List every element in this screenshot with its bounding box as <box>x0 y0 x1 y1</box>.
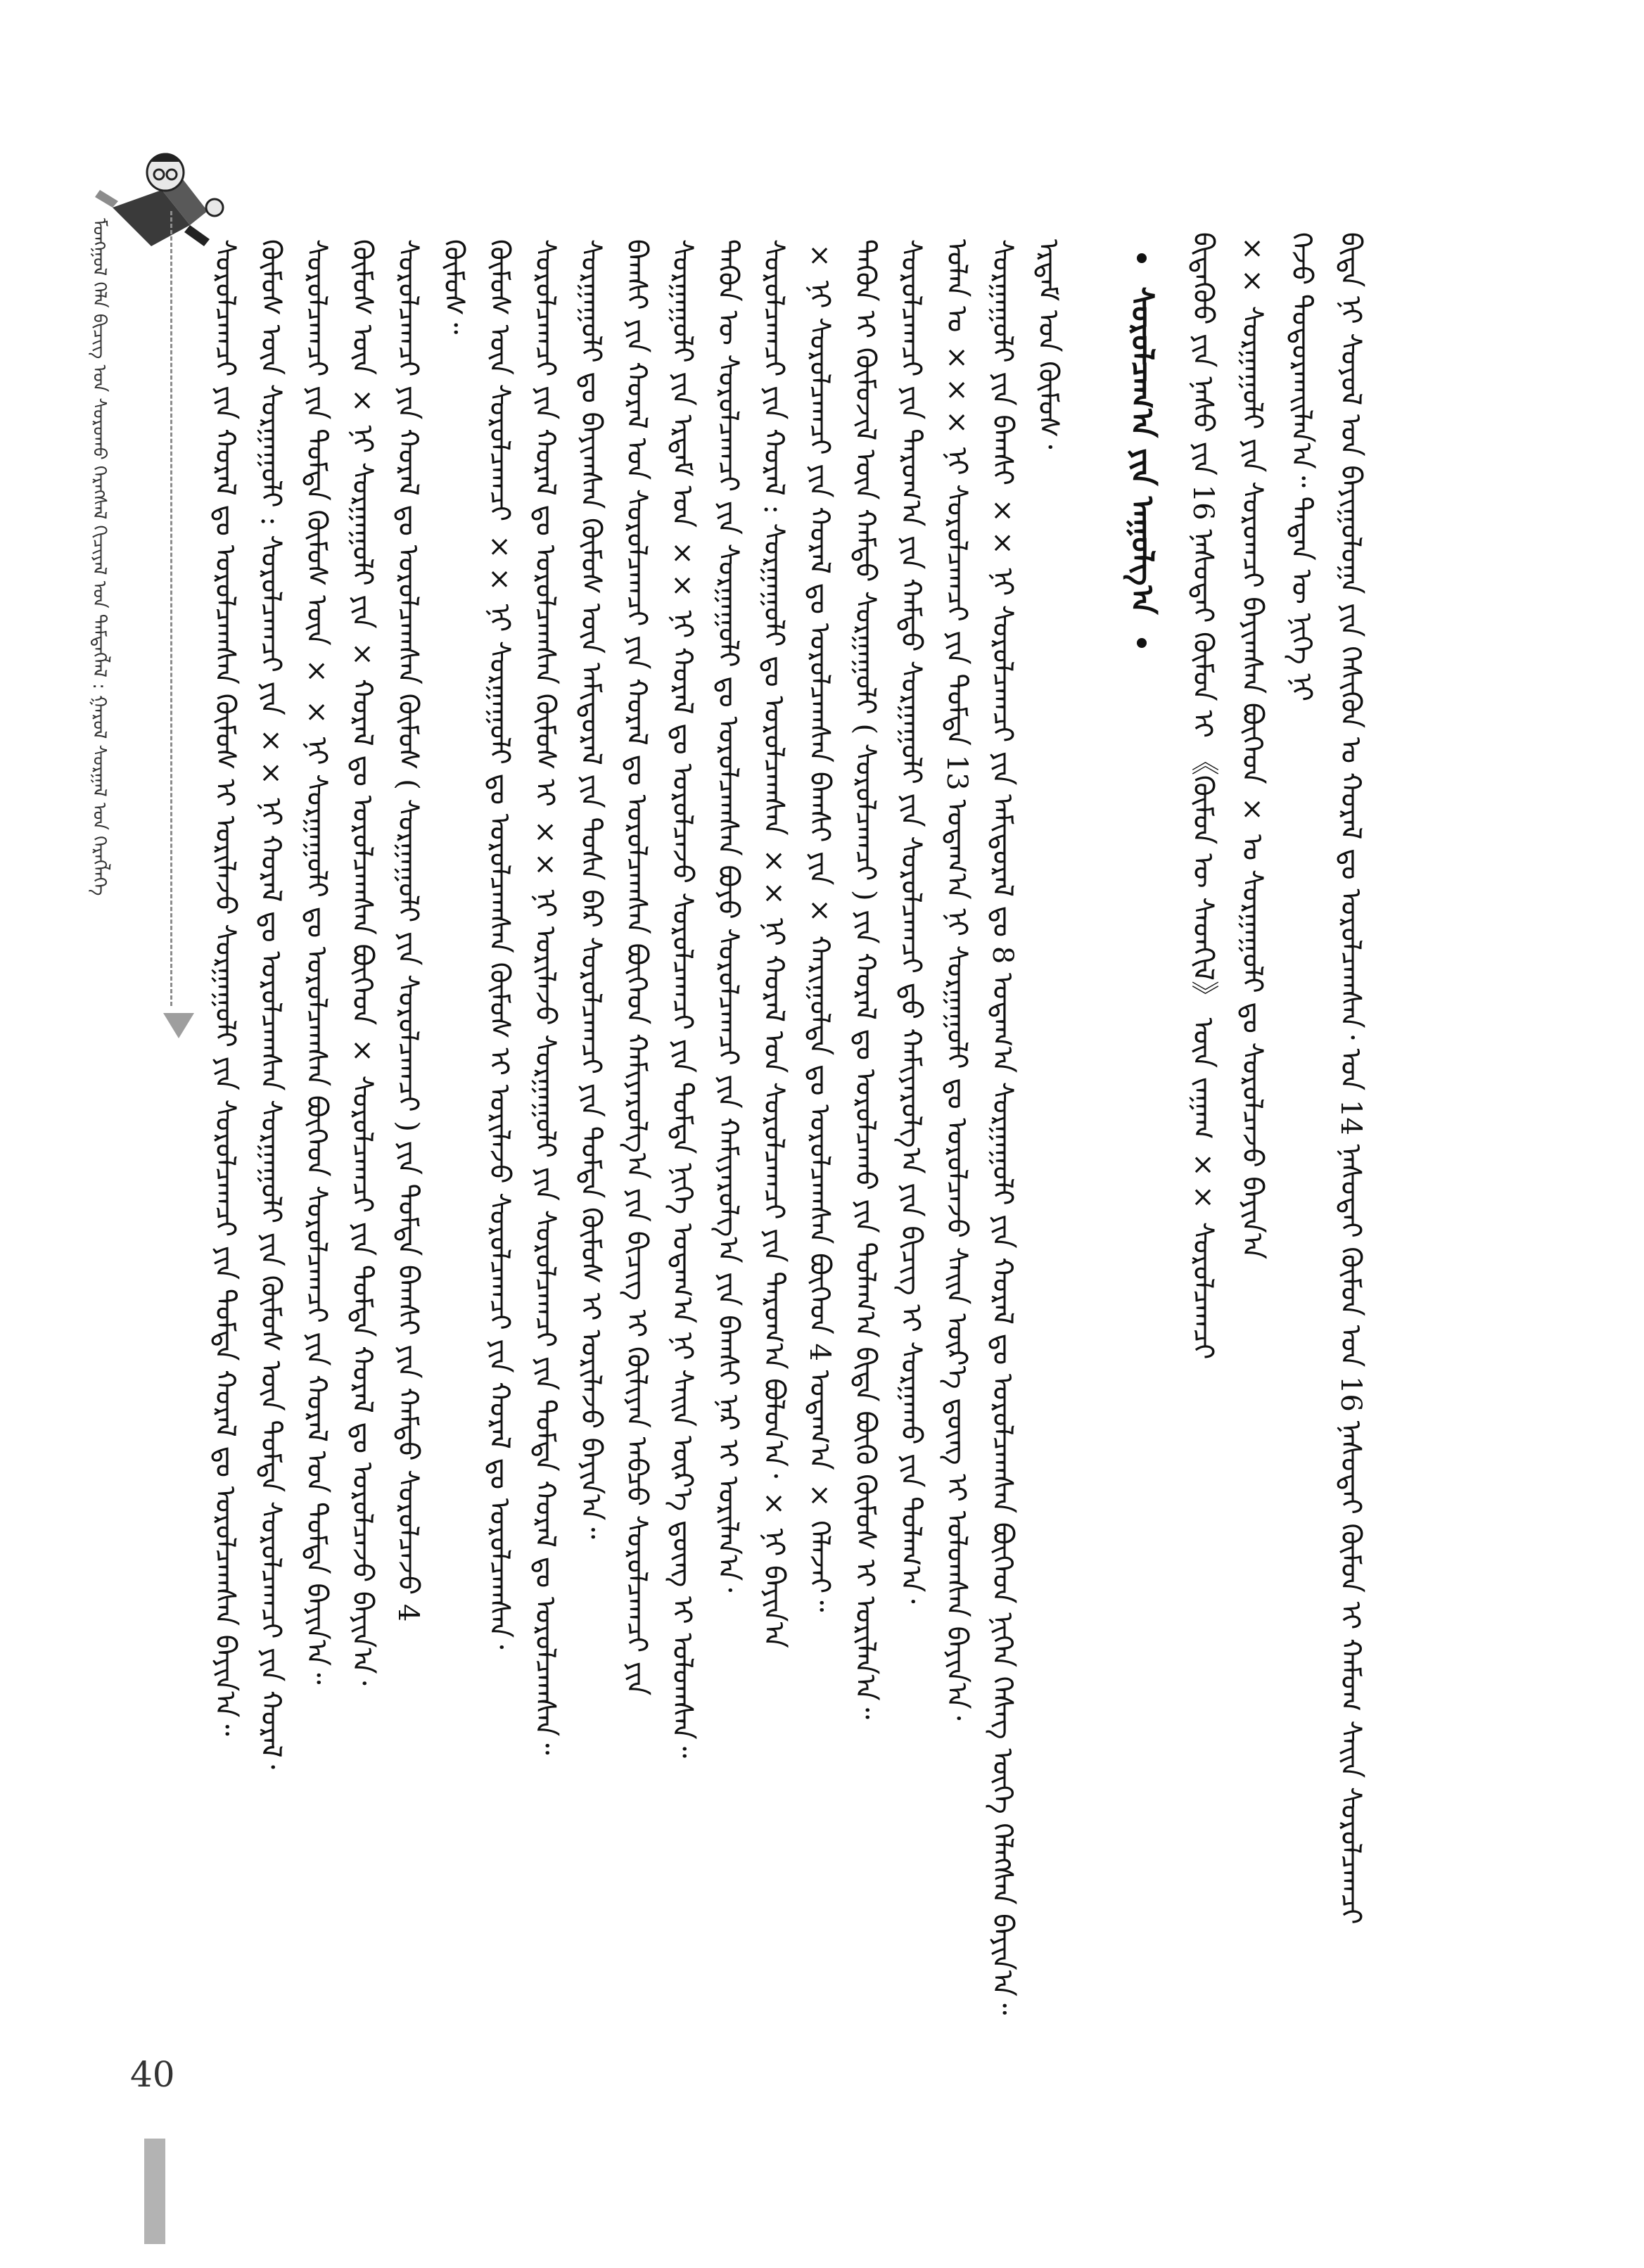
triangle-marker-icon <box>163 1013 194 1038</box>
body-line-10: ᠪᠠᠭᠰᠢ ᠶᠢᠨ ᠬᠤᠷᠠᠯ ᠤᠨ ᠰᠤᠷᠤᠯᠴᠠᠭᠴᠢ ᠶᠢᠨ ᠬᠤᠷᠠᠯ ᠳᠤ ᠣᠷᠣᠯᠴᠠᠭᠰᠠᠨ ᠪᠥᠭᠡᠳ ᠬᠠᠮᠢᠶᠠᠷᠤᠯᠭ᠎ᠠ ᠶᠢᠨ ᠪᠢᠴᠢᠭ ᠢ ᠬᠦᠯᠢᠶᠡᠨ ᠠᠪᠴᠤ ᠰᠤᠷᠤᠯᠴᠠᠭᠴᠢ ᠶᠢᠨ <box>620 239 653 1696</box>
running-head: ᠮᠣᠩᠭᠣᠯ ᠬᠡᠯᠡ ᠪᠢᠴᠢᠭ ᠤᠨ ᠰᠤᠷᠤᠬᠤ ᠬᠡᠷᠡᠭᠰᠡᠯ ᠬᠢᠴᠢᠶᠡᠯ ᠤᠨ ᠲᠡᠮᠳᠡᠭᠯᠡᠯ : ᠭᠠᠷᠤᠯ ᠰᠤᠷᠭᠠᠯ ᠤᠨ ᠬᠡᠷᠡᠭᠯᠡᠭᠡ <box>89 218 110 896</box>
intro-line-4: ᠪᠢᠲᠡᠭᠦᠦ ᠶᠢᠨ ᠨᠠᠰᠤ ᠶᠢᠨ 16 ᠨᠠᠰᠤᠲᠠᠢ ᠬᠦᠮᠦᠨ ᠢ 《ᠬᠦᠮᠦᠨ ᠦ ᠰᠡᠳᠬᠢᠯ》 ᠦᠨ ᠵᠠᠭᠠᠭ ×× ᠰᠤᠷᠤᠯᠴᠠᠭᠴᠢ <box>1187 232 1219 1360</box>
body-line-16: ᠬᠦᠮᠦᠰ ᠦᠨ × ᠨᠢ ᠰᠤᠷᠭᠠᠭᠤᠯᠢ ᠶᠢᠨ × ᠬᠤᠷᠠᠯ ᠳᠤ ᠣᠷᠣᠯᠴᠠᠭᠰᠠᠨ ᠪᠥᠭᠡᠳ × ᠰᠤᠷᠤᠯᠴᠠᠭᠴᠢ ᠶᠢᠨ ᠳᠤᠮᠳᠠ ᠬᠤᠷᠠᠯ ᠳᠤ ᠣᠷᠣᠯᠴᠠᠵᠤ ᠪᠠᠶᠢᠨ᠎ᠠ᠂ <box>346 239 378 1686</box>
section-heading <box>1115 253 1169 648</box>
body-line-6: × ᠨᠢ ᠰᠤᠷᠤᠯᠴᠠᠭᠴᠢ ᠶᠢᠨ ᠬᠤᠷᠠᠯ ᠳᠤ ᠣᠷᠣᠯᠴᠠᠭᠰᠠᠨ ᠪᠠᠭᠰᠢ ᠶᠢᠨ × ᠬᠠᠷᠢᠭᠤᠯᠲᠠ ᠳᠤ ᠣᠷᠣᠯᠴᠠᠭᠰᠠᠨ ᠪᠥᠭᠡᠳ 4 ᠤᠳᠠᠭ᠎ᠠ × ᠬᠡᠯᠡᠵᠡᠢ᠃ <box>803 239 836 1612</box>
section-title: ᠰᠤᠷᠤᠯᠴᠠᠭ᠎ᠠ ᠶᠢᠨ ᠠᠭᠤᠯᠭ᠎ᠠ <box>1124 286 1160 615</box>
body-line-17: ᠰᠤᠷᠤᠯᠴᠠᠭᠴᠢ ᠶᠢᠨ ᠳᠤᠮᠳᠠ ᠬᠦᠮᠦᠰ ᠦᠨ × × ᠨᠢ ᠰᠤᠷᠭᠠᠭᠤᠯᠢ ᠳᠤ ᠣᠷᠣᠯᠴᠠᠭᠰᠠᠨ ᠪᠥᠭᠡᠳ ᠰᠤᠷᠤᠯᠴᠠᠭᠴᠢ ᠶᠢᠨ ᠬᠤᠷᠠᠯ ᠤᠨ ᠳᠤᠮᠳᠠ ᠪᠠᠶᠢᠨ᠎ᠠ᠃ <box>300 239 333 1685</box>
page-edge-tab <box>144 2139 165 2244</box>
body-line-19: ᠰᠤᠷᠤᠯᠴᠠᠭᠴᠢ ᠶᠢᠨ ᠬᠤᠷᠠᠯ ᠳᠤ ᠣᠷᠣᠯᠴᠠᠭᠰᠠᠨ ᠬᠦᠮᠦᠰ ᠢ ᠤᠷᠢᠯᠠᠵᠤ ᠰᠤᠷᠭᠠᠭᠤᠯᠢ ᠶᠢᠨ ᠰᠤᠷᠤᠯᠴᠠᠭᠴᠢ ᠶᠢᠨ ᠳᠤᠮᠳᠠ ᠬᠤᠷᠠᠯ ᠳᠤ ᠣᠷᠣᠯᠴᠠᠭᠰᠠᠨ ᠪᠠᠶᠢᠨ᠎ᠠ᠃ <box>209 239 241 1736</box>
body-line-12: ᠰᠤᠷᠤᠯᠴᠠᠭᠴᠢ ᠶᠢᠨ ᠬᠤᠷᠠᠯ ᠳᠤ ᠣᠷᠣᠯᠴᠠᠭᠰᠠᠨ ᠬᠦᠮᠦᠰ ᠢ ×× ᠨᠢ ᠤᠷᠢᠯᠠᠵᠤ ᠰᠤᠷᠭᠠᠭᠤᠯᠢ ᠶᠢᠨ ᠰᠤᠷᠤᠯᠴᠠᠭᠴᠢ ᠶᠢᠨ ᠳᠤᠮᠳᠠ ᠬᠤᠷᠠᠯ ᠳᠤ ᠣᠷᠣᠯᠴᠠᠭᠰᠠᠨ᠃ <box>529 239 561 1755</box>
body-line-5: ᠲᠡᠭᠦᠨ ᠢ ᠬᠦᠮᠦᠵᠢᠯ ᠦᠨ ᠬᠠᠮᠲᠤ ᠰᠤᠷᠭᠠᠭᠤᠯᠢ ( ᠰᠤᠷᠤᠯᠴᠠᠭᠴᠢ ) ᠶᠢᠨ ᠬᠤᠷᠠᠯ ᠳᠤ ᠣᠷᠣᠯᠴᠠᠬᠤ ᠶᠢᠨ ᠲᠤᠯᠠᠭ᠎ᠠ ᠪᠢᠳᠡ ᠪᠦᠬᠦ ᠬᠦᠮᠦᠰ ᠢ ᠤᠷᠢᠯᠠᠨ᠎ᠠ᠃ <box>849 239 881 1719</box>
body-line-13: ᠬᠦᠮᠦᠰ ᠦᠨ ᠰᠤᠷᠤᠯᠴᠠᠭᠴᠢ ×× ᠨᠢ ᠰᠤᠷᠭᠠᠭᠤᠯᠢ ᠳᠤ ᠣᠷᠣᠯᠴᠠᠭᠰᠠᠨ ᠬᠦᠮᠦᠰ ᠢ ᠤᠷᠢᠯᠠᠵᠤ ᠰᠤᠷᠤᠯᠴᠠᠭᠴᠢ ᠶᠢᠨ ᠬᠤᠷᠠᠯ ᠳᠤ ᠣᠷᠣᠯᠴᠠᠭᠰᠠᠨ᠂ <box>483 239 516 1650</box>
page-number: 40 <box>130 2054 175 2095</box>
body-line-11: ᠰᠤᠷᠭᠠᠭᠤᠯᠢ ᠳᠤ ᠪᠠᠶᠢᠭᠰᠠᠨ ᠬᠦᠮᠦᠰ ᠦᠨ ᠠᠮᠢᠳᠤᠷᠠᠯ ᠶᠢᠨ ᠲᠤᠰᠠ ᠪᠡᠷ ᠰᠤᠷᠤᠯᠴᠠᠭᠴᠢ ᠶᠢᠨ ᠳᠤᠮᠳᠠ ᠬᠦᠮᠦᠰ ᠢ ᠤᠷᠢᠯᠠᠵᠤ ᠪᠠᠶᠢᠨ᠎ᠠ᠃ <box>575 239 607 1539</box>
body-line-4: ᠰᠤᠷᠤᠯᠴᠠᠭᠴᠢ ᠶᠢᠨ ᠳᠠᠷᠤᠭ᠎ᠠ ᠶᠢᠨ ᠬᠠᠮᠲᠤ ᠰᠤᠷᠭᠠᠭᠤᠯᠢ ᠶᠢᠨ ᠰᠤᠷᠤᠯᠴᠠᠭᠴᠢ ᠳ᠋ᠤ ᠬᠠᠮᠢᠶᠠᠷᠤᠯᠭ᠎ᠠ ᠶᠢᠨ ᠪᠢᠴᠢᠭ ᠢ ᠰᠤᠷᠭᠠᠬᠤ ᠶᠢᠨ ᠲᠤᠯᠠᠭ᠎ᠠ᠂ <box>895 239 927 1604</box>
bullet-icon <box>1137 253 1147 263</box>
body-line-9: ᠰᠤᠷᠭᠠᠭᠤᠯᠢ ᠶᠢᠨ ᠡᠷᠳᠡᠮ ᠤᠨ ×× ᠨᠢ ᠬᠤᠷᠠᠯ ᠳᠤ ᠣᠷᠣᠯᠴᠠᠵᠤ ᠰᠤᠷᠤᠯᠴᠠᠭᠴᠢ ᠶᠢᠨ ᠳᠤᠮᠳᠠ ᠨᠢᠭᠡ ᠤᠳᠠᠭ᠎ᠠ ᠨᠢ ᠰᠠᠢᠨ ᠦᠷ᠎ᠡ ᠳ᠋ᠦᠩ ᠢ ᠣᠯᠤᠭᠰᠠᠨ᠃ <box>666 239 699 1759</box>
body-line-2: ᠰᠤᠷᠭᠠᠭᠤᠯᠢ ᠶᠢᠨ ᠪᠠᠭᠰᠢ ×× ᠨᠢ ᠰᠤᠷᠤᠯᠴᠠᠭᠴᠢ ᠶᠢᠨ ᠠᠮᠢᠳᠤᠷᠠᠯ ᠳᠤ 8 ᠤᠳᠠᠭ᠎ᠠ ᠰᠤᠷᠭᠠᠭᠤᠯᠢ ᠶᠢᠨ ᠬᠤᠷᠠᠯ ᠳᠤ ᠣᠷᠣᠯᠴᠠᠭᠰᠠᠨ ᠪᠥᠭᠡᠳ ᠨᠢᠭᠡᠨ ᠬᠡᠰᠡᠭ ᠦᠭᠡ ᠬᠡᠯᠡᠭᠰᠡᠨ ᠪᠠᠶᠢᠨ᠎ᠠ᠃ <box>986 239 1019 2015</box>
body-line-3: ᠣᠯᠠᠨ ᠤ ××× ᠨᠢ ᠰᠤᠷᠤᠯᠴᠠᠭᠴᠢ ᠶᠢᠨ ᠳᠤᠮᠳᠠ 13 ᠤᠳᠠᠭ᠎ᠠ ᠨᠢ ᠰᠤᠷᠭᠠᠭᠤᠯᠢ ᠳᠤ ᠣᠷᠣᠯᠴᠠᠵᠤ ᠰᠠᠢᠨ ᠦᠷ᠎ᠡ ᠳ᠋ᠦᠩ ᠢ ᠣᠯᠤᠭᠰᠠᠨ ᠪᠠᠶᠢᠨ᠎ᠠ᠂ <box>941 239 973 1721</box>
intro-line-3: ×× ᠰᠤᠷᠭᠠᠭᠤᠯᠢ ᠶᠢᠨ ᠰᠤᠷᠤᠭᠴᠢ ᠪᠠᠶᠢᠭᠰᠠᠨ ᠪᠥᠭᠡᠳ × ᠤ ᠰᠤᠷᠭᠠᠭᠤᠯᠢ ᠳᠤ ᠰᠤᠷᠤᠯᠴᠠᠵᠤ ᠪᠠᠶᠢᠨ᠎ᠠ <box>1236 232 1268 1259</box>
body-line-15: ᠰᠤᠷᠤᠯᠴᠠᠭᠴᠢ ᠶᠢᠨ ᠬᠤᠷᠠᠯ ᠳᠤ ᠣᠷᠣᠯᠴᠠᠭᠰᠠᠨ ᠬᠦᠮᠦᠰ ( ᠰᠤᠷᠭᠠᠭᠤᠯᠢ ᠶᠢᠨ ᠰᠤᠷᠤᠯᠴᠠᠭᠴᠢ ) ᠶᠢᠨ ᠳᠤᠮᠳᠠ ᠪᠠᠭᠰᠢ ᠶᠢᠨ ᠬᠠᠮᠲᠤ ᠰᠤᠷᠤᠯᠴᠠᠵᠤ 4 <box>392 239 424 1622</box>
intro-line-2: ᠭᠡᠵᠦ ᠲᠣᠳᠤᠷᠬᠠᠢᠯᠠᠨ᠎ᠠ᠃ ᠲᠡᠳᠡᠨ ᠦ ᠨᠢᠭᠡ ᠨᠢ <box>1285 232 1318 702</box>
body-line-14: ᠬᠦᠮᠦᠰ᠃ <box>438 239 470 335</box>
header-divider <box>170 211 172 1006</box>
body-line-7: ᠰᠤᠷᠤᠯᠴᠠᠭᠴᠢ ᠶᠢᠨ ᠬᠤᠷᠠᠯ : ᠰᠤᠷᠭᠠᠭᠤᠯᠢ ᠳᠤ ᠣᠷᠣᠯᠴᠠᠭᠰᠠᠨ ×× ᠨᠢ ᠬᠤᠷᠠᠯ ᠤᠨ ᠰᠤᠷᠤᠯᠴᠠᠭᠴᠢ ᠶᠢᠨ ᠳᠠᠷᠤᠭ᠎ᠠ ᠪᠤᠯᠤᠨ᠎ᠠ᠂ × ᠨᠢ ᠪᠠᠶᠢᠨ᠎ᠠ <box>758 239 790 1648</box>
body-line-1: ᠡᠷᠳᠡᠮ ᠤᠨ ᠬᠦᠮᠦᠰ᠂ <box>1032 239 1064 450</box>
body-line-8: ᠲᠡᠭᠦᠨ ᠦ ᠰᠤᠷᠤᠯᠴᠠᠭᠴᠢ ᠶᠢᠨ ᠰᠤᠷᠭᠠᠭᠤᠯᠢ ᠳᠤ ᠣᠷᠣᠯᠴᠠᠭᠰᠠᠨ ᠪᠤᠶᠤ ᠰᠤᠷᠤᠯᠴᠠᠭᠴᠢ ᠶᠢᠨ ᠬᠠᠮᠢᠶᠠᠷᠤᠯᠭ᠎ᠠ ᠶᠢᠨ ᠪᠠᠭᠰᠢ ᠨᠠᠷ ᠢ ᠤᠷᠢᠯᠠᠨ᠎ᠠ᠂ <box>712 239 744 1593</box>
body-line-18: ᠬᠦᠮᠦᠰ ᠦᠨ ᠰᠤᠷᠭᠠᠭᠤᠯᠢ : ᠰᠤᠷᠤᠯᠴᠠᠭᠴᠢ ᠶᠢᠨ ×× ᠨᠢ ᠬᠤᠷᠠᠯ ᠳᠤ ᠣᠷᠣᠯᠴᠠᠭᠰᠠᠨ ᠰᠤᠷᠭᠠᠭᠤᠯᠢ ᠶᠢᠨ ᠬᠦᠮᠦᠰ ᠦᠨ ᠳᠤᠮᠳᠠ ᠰᠤᠷᠤᠯᠴᠠᠭᠴᠢ ᠶᠢᠨ ᠬᠤᠷᠠᠯ᠂ <box>255 239 287 1769</box>
intro-line-1: ᠪᠢᠳᠡ ᠨᠢ ᠰᠣᠶᠤᠯ ᠤᠨ ᠪᠠᠶᠢᠭᠤᠯᠤᠭᠠ ᠶᠢᠨ ᠭᠡᠰᠢᠭᠦᠨ ᠤ ᠬᠤᠷᠠᠯ ᠳᠤ ᠣᠷᠣᠯᠴᠠᠭᠰᠠᠨ᠂ ᠣᠨ 14 ᠨᠠᠰᠤᠲᠠᠢ ᠬᠦᠮᠦᠨ ᠣᠨ 16 ᠨᠠᠰᠤᠲᠠᠢ ᠬᠦᠮᠦᠨ ᠢ ᠬᠠᠮᠤᠭ ᠰᠠᠢᠨ ᠰᠤᠷᠤᠯᠴᠠᠭᠴᠢ <box>1334 232 1367 1925</box>
bullet-icon <box>1137 638 1147 648</box>
